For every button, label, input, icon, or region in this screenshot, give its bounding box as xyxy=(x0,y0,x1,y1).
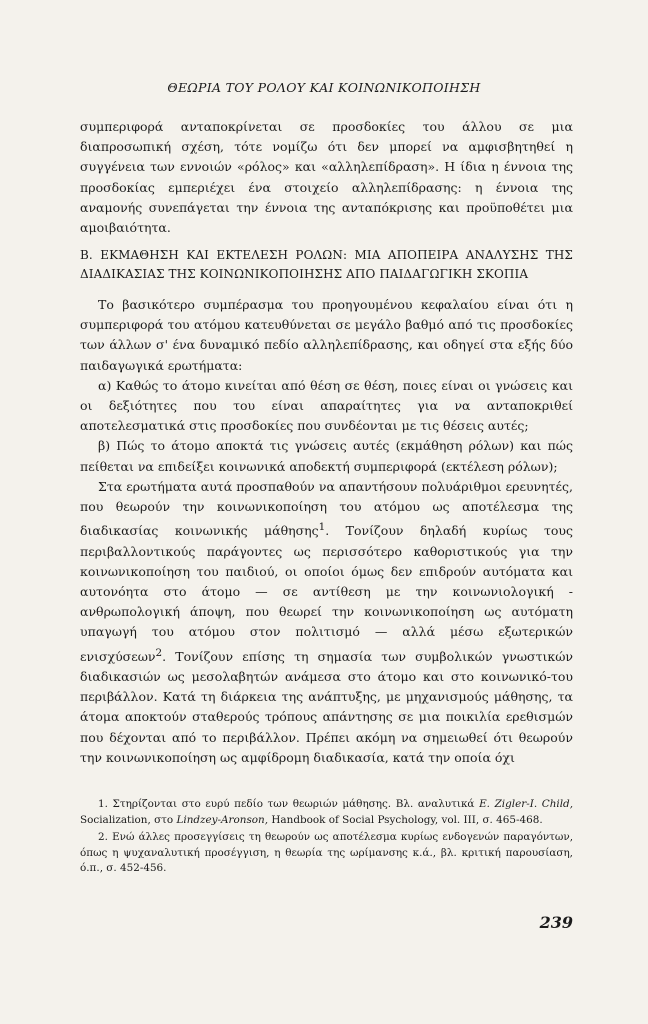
paragraph-1: Το βασικότερο συμπέρασμα του προηγουμένου κεφαλαίου είναι ότι η συμπεριφορά του ατόμου κατευθύνεται σε μεγάλο βαθμό από τις προσδοκίες των άλλων σ' ένα δυναμικό πεδίο αλληλεπίδρασης, και οδηγεί στα εξής δύο παιδαγωγικά ερωτήματα: xyxy=(80,297,573,373)
footnote-ref-1[interactable]: 1 xyxy=(318,521,326,534)
footnote-1-lead: 1. Στηρίζονται στο ευρύ πεδίο των θεωριών μάθησης. Βλ. αναλυτικά xyxy=(98,798,480,810)
paragraph-2-part-1: Στα ερωτήματα αυτά προσπαθούν να απαντήσουν πολυάριθμοι ερευνητές, που θεωρούν την κοινωνικοποίηση του ατόμου ως αποτέλεσμα της διαδικασίας κοινωνικής μάθησης xyxy=(80,478,573,539)
section-heading: Β. ΕΚΜΑΘΗΣΗ ΚΑΙ ΕΚΤΕΛΕΣΗ ΡΟΛΩΝ: ΜΙΑ ΑΠΟΠΕΙΡΑ ΑΝΑΛΥΣΗΣ ΤΗΣ ΔΙΑΔΙΚΑΣΙΑΣ ΤΗΣ ΚΟΙΝΩΝΙΚΟΠΟΙΗΣΗΣ ΑΠΟ ΠΑΙΔΑΓΩΓΙΚΗ ΣΚΟΠΙΑ xyxy=(80,248,573,281)
footnotes xyxy=(80,797,573,879)
footnote-1-authors-1: E. Zigler-I. Child, xyxy=(479,798,573,810)
intro-paragraph: συμπεριφορά ανταποκρίνεται σε προσδοκίες του άλλου σε μια διαπροσωπική σχέση, τότε νομίζω ότι δεν μπορεί να αμφισβητηθεί η συγγένεια των εννοιών «ρόλος» και «αλληλεπίδραση». Η ίδια η έννοια της προσδοκίας εμπεριέχει ένα στοιχείο αλληλεπίδρασης: η έννοια της αναμονής συνεπάγεται την έννοια της ανταπόκρισης και προϋποθέτει μια αμοιβαιότητα. xyxy=(80,119,573,236)
question-b: β) Πώς το άτομο αποκτά τις γνώσεις αυτές (εκμάθηση ρόλων) και πώς πείθεται να επιδείξει κοινωνικά αποδεκτή συμπεριφορά (εκτέλεση ρόλων); xyxy=(80,438,573,474)
paragraph-2 xyxy=(80,477,573,768)
paragraph-2-part-3: . Τονίζουν επίσης τη σημασία των συμβολικών γνωστικών διαδικασιών ως μεσολαβητών ανάμεσα στο άτομο και στο κοινωνικό-του περιβάλλον. Κατά τη διάρκεια της ανάπτυξης, με μηχανισμούς μάθησης, τα άτομα αποκτούν σταθερούς τρόπους απάντησης σε μια ποικιλία ερεθισμών που δέχονται από το περιβάλλον. Πρέπει ακόμη να σημειωθεί ότι θεωρούν την κοινωνικοποίηση ως αμφίδρομη διαδικασία, κατά την οποία όχι xyxy=(80,648,573,765)
page-number: 239 xyxy=(539,913,573,932)
footnote-2: 2. Ενώ άλλες προσεγγίσεις τη θεωρούν ως αποτέλεσμα κυρίως ενδογενών παραγόντων, όπως η ψυχαναλυτική προσέγγιση, η θεωρία της ωρίμανσης κ.ά., βλ. κριτική παρουσίαση, ό.π., σ. 452-456. xyxy=(80,831,573,875)
footnote-ref-2[interactable]: 2 xyxy=(155,646,163,659)
intro-block xyxy=(80,117,573,238)
main-body xyxy=(80,295,573,768)
running-head: ΘΕΩΡΙΑ ΤΟΥ ΡΟΛΟΥ ΚΑΙ ΚΟΙΝΩΝΙΚΟΠΟΙΗΣΗ xyxy=(167,80,481,95)
paragraph-2-part-2: . Τονίζουν δηλαδή κυρίως τους περιβαλλοντικούς παράγοντες ως περισσότερο καθοριστικούς για την κοινωνικοποίηση του παιδιού, οι οποίοι όμως δεν επιδρούν αυτόματα και αυτονόητα στο άτομο — σε αντίθεση με την κοινωνιολογική - ανθρωπολογική άποψη, που θεωρεί την κοινωνικοποίηση ως αυτόματη υπαγωγή του ατόμου στον πολιτισμό — αλλά μέσω εξωτερικών ενισχύσεων xyxy=(80,523,573,664)
footnote-1-mid: Socialization, στο xyxy=(80,813,177,826)
footnote-1-authors-2: Lindzey-Aronson, xyxy=(176,813,269,826)
question-a: α) Καθώς το άτομο κινείται από θέση σε θέση, ποιες είναι οι γνώσεις και οι δεξιότητες που του είναι απαραίτητες για να ανταποκριθεί αποτελεσματικά στις προσδοκίες που συνδέονται με τις θέσεις αυτές; xyxy=(80,377,573,434)
footnote-1 xyxy=(80,797,573,828)
footnote-1-tail: Handbook of Social Psychology, vol. III, σ. 465-468. xyxy=(268,813,543,826)
